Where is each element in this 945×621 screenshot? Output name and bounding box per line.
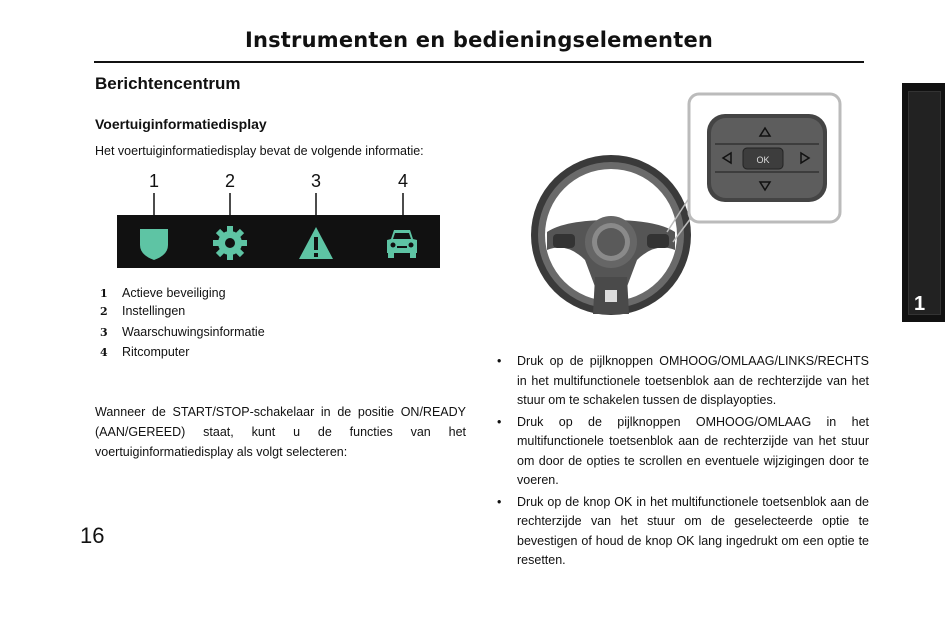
chapter-tab-number: 1 <box>914 293 926 315</box>
page-number: 16 <box>80 523 105 548</box>
ok-label: OK <box>756 155 770 165</box>
legend-item-3: 3 Waarschuwingsinformatie <box>100 325 265 339</box>
legend-item-1: 1 Actieve beveiliging <box>100 286 226 300</box>
warning-triangle-icon <box>298 225 334 261</box>
icon-number-2: 2 <box>224 171 235 191</box>
legend-item-2: 2 Instellingen <box>100 304 186 318</box>
shield-icon <box>136 225 172 261</box>
body-paragraph: Wanneer de START/STOP-schakelaar in de positie ON/READY (AAN/GEREED) staat, kunt u de functies van het voertuiginformatiedisplay als volgt selecteren: <box>95 405 466 459</box>
chapter-tab <box>902 83 945 322</box>
intro-text: Het voertuiginformatiedisplay bevat de volgende informatie: <box>95 144 424 158</box>
list-item: • Druk op de pijlknoppen OMHOOG/OMLAAG in het multifunctionele toetsenblok aan de rechterzijde van het stuur om door de opties te scrollen en eventuele wijzigingen door te voeren. <box>497 413 869 491</box>
legend-item-4: 4 Ritcomputer <box>100 345 190 359</box>
steering-wheel-illustration <box>525 92 845 322</box>
section-heading: Berichtencentrum <box>95 74 241 93</box>
icon-number-1: 1 <box>148 171 159 191</box>
icon-number-3: 3 <box>310 171 321 191</box>
instruction-list <box>497 352 869 573</box>
multifunction-keypad-location <box>647 234 669 248</box>
gear-icon <box>212 225 248 261</box>
display-icon-bar <box>117 215 440 268</box>
car-icon <box>384 225 420 261</box>
icon-number-4: 4 <box>397 171 408 191</box>
list-item: • Druk op de knop OK in het multifunctionele toetsenblok aan de rechterzijde van het stuur om de geselecteerde optie te bevestigen of houd de knop OK lang ingedrukt om een optie te resetten. <box>497 493 869 571</box>
list-item: • Druk op de pijlknoppen OMHOOG/OMLAAG/LINKS/RECHTS in het multifunctionele toetsenblok aan de rechterzijde van het stuur om te schakelen tussen de displayopties. <box>497 352 869 411</box>
subsection-heading: Voertuiginformatiedisplay <box>95 116 267 132</box>
page-title: Instrumenten en bedieningselementen <box>244 28 714 52</box>
